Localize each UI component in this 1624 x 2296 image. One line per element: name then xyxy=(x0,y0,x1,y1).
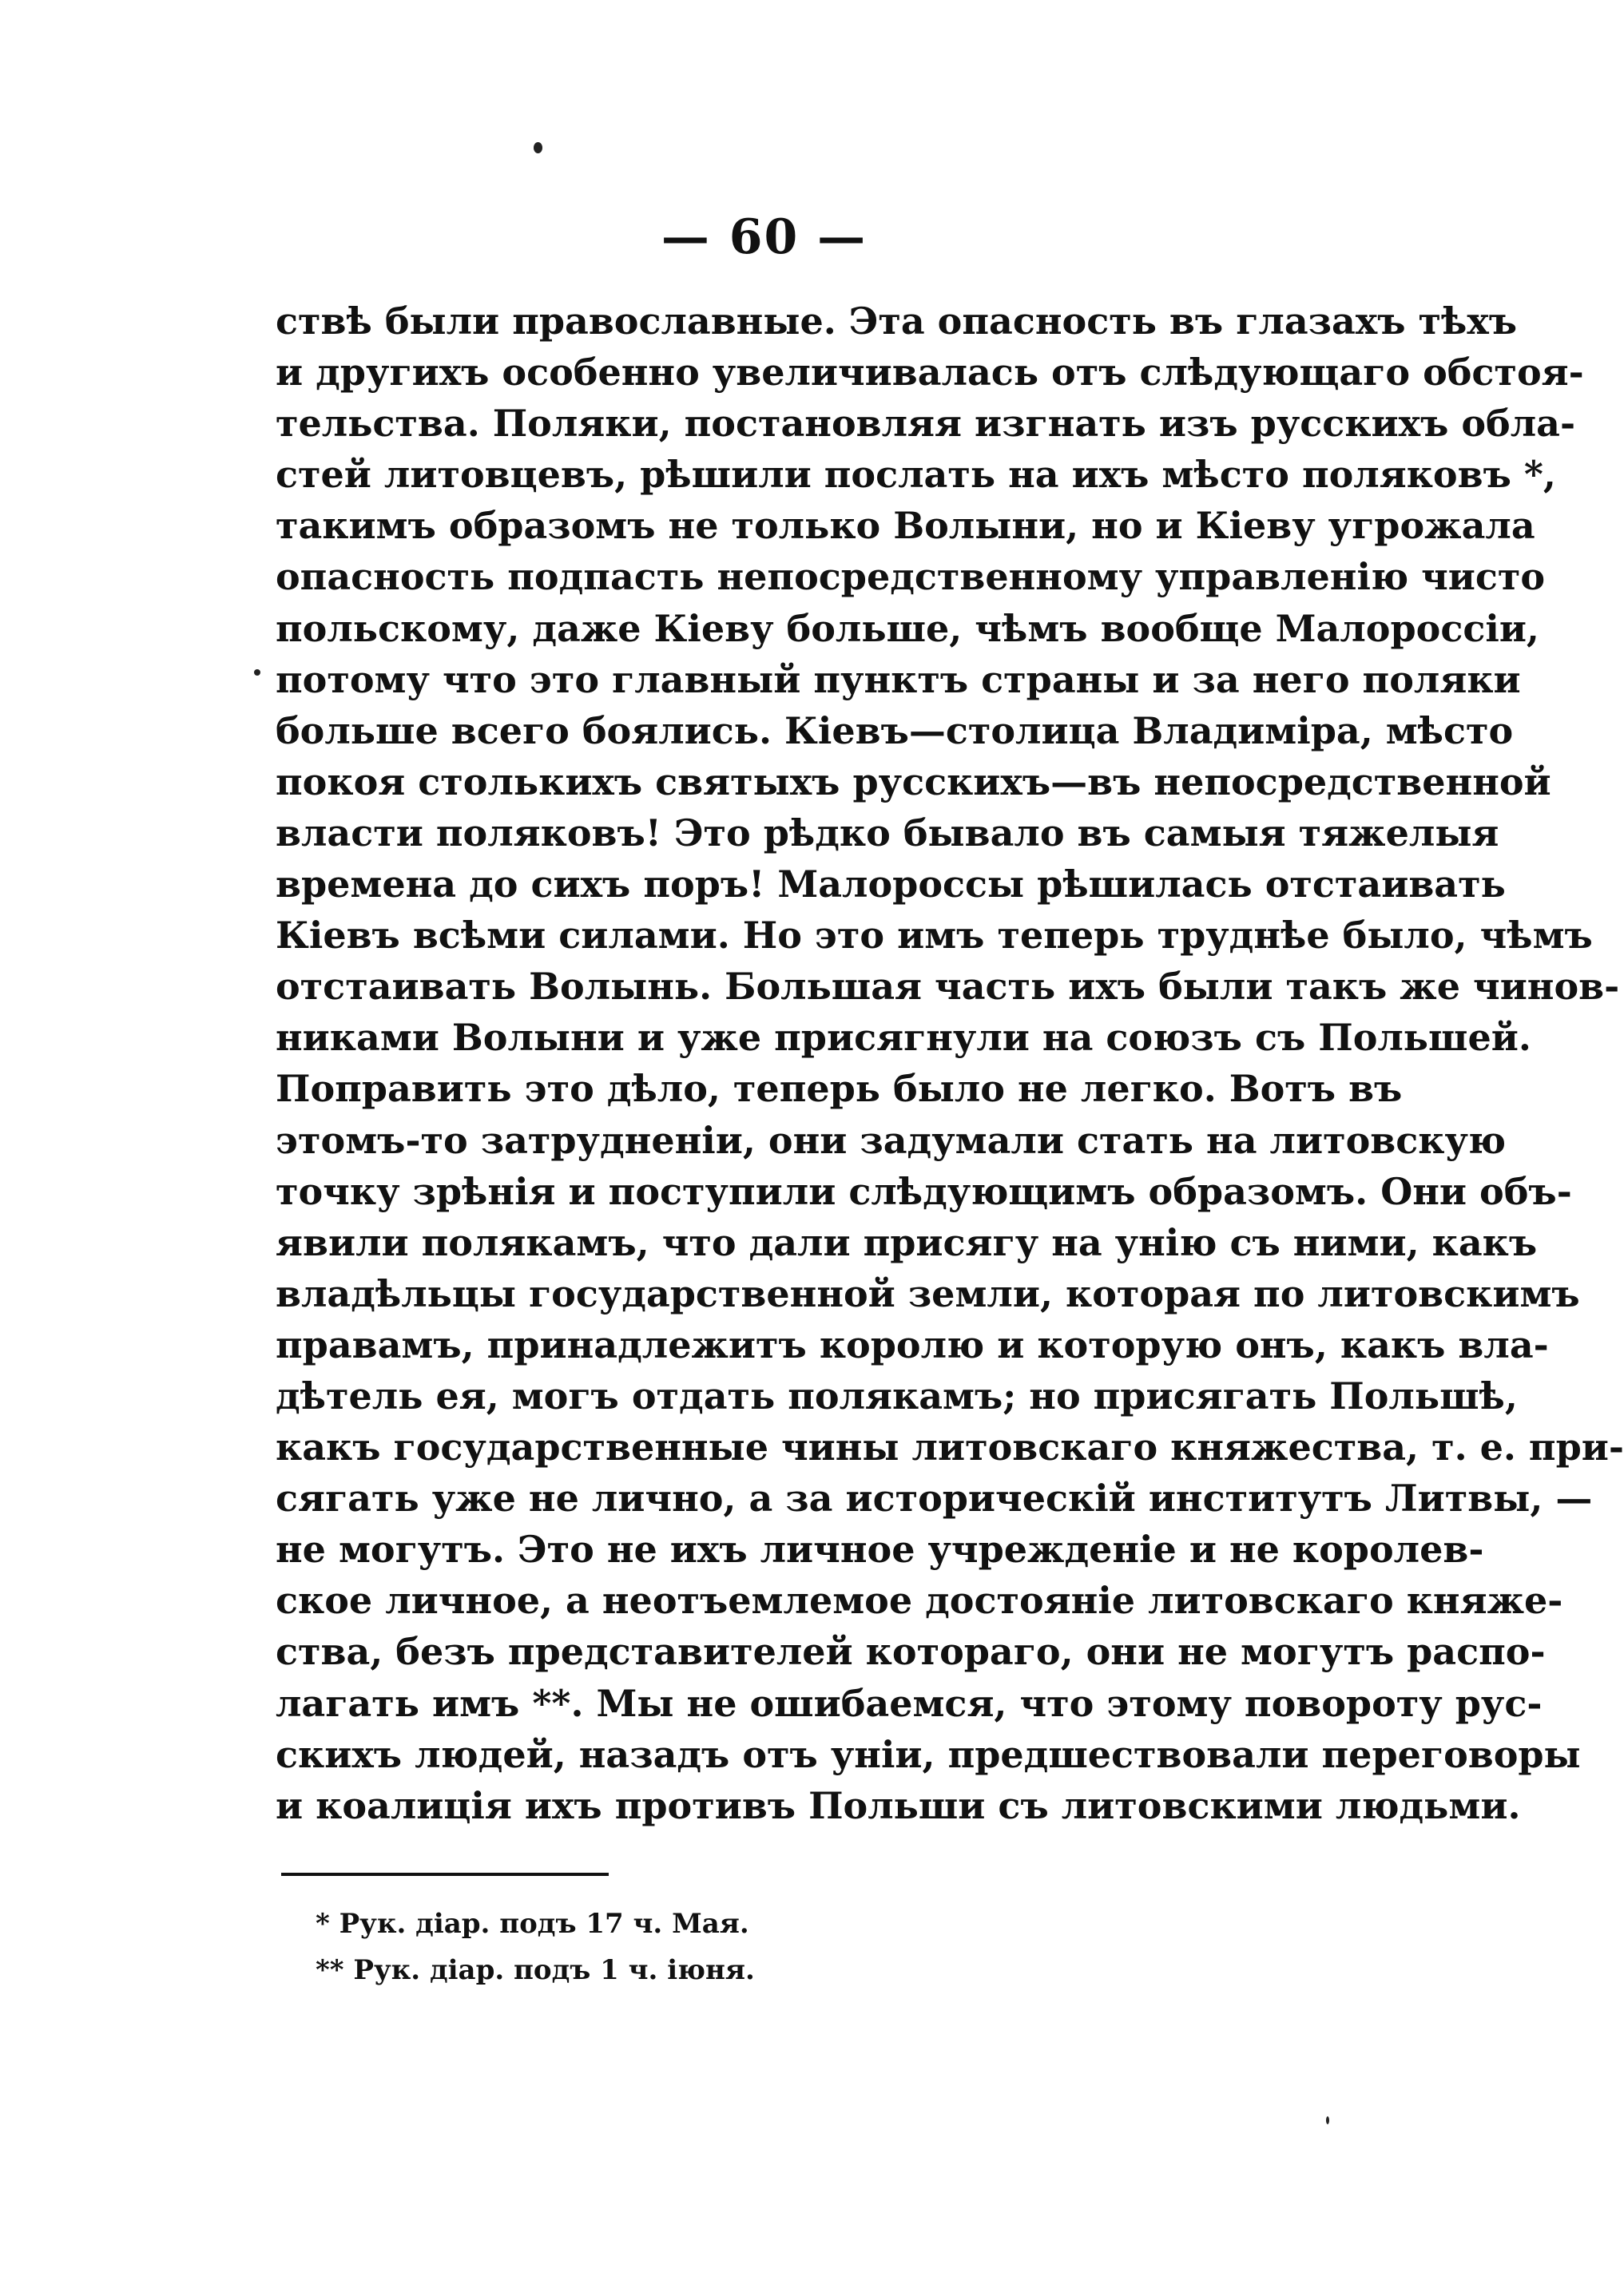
text-line: Поправить это дѣло, теперь было не легко. Вотъ въ xyxy=(276,1067,1403,1111)
text-line: тельства. Поляки, постановляя изгнать изъ русскихъ обла- xyxy=(276,402,1576,446)
text-line: никами Волыни и уже присягнули на союзъ съ Польшей. xyxy=(276,1016,1531,1060)
text-line: стей литовцевъ, рѣшили послать на ихъ мѣсто поляковъ *, xyxy=(276,453,1556,497)
text-line: власти поляковъ! Это рѣдко бывало въ самыя тяжелыя xyxy=(276,811,1499,855)
text-line: польскому, даже Кіеву больше, чѣмъ вообще Малороссіи, xyxy=(276,606,1539,650)
scan-speck xyxy=(1326,2116,1329,2124)
text-line: не могутъ. Это не ихъ личное учрежденіе и не королев- xyxy=(276,1528,1484,1572)
footnote: ** Рук. діар. подъ 1 ч. іюня. xyxy=(316,1954,755,1986)
text-line: явили полякамъ, что дали присягу на унію съ ними, какъ xyxy=(276,1220,1538,1264)
text-line: дѣтель ея, могъ отдать полякамъ; но присягать Польшѣ, xyxy=(276,1374,1518,1418)
text-line: потому что это главный пунктъ страны и за него поляки xyxy=(276,657,1521,701)
text-line: правамъ, принадлежитъ королю и которую онъ, какъ вла- xyxy=(276,1322,1549,1366)
page-number: — 60 — xyxy=(661,209,868,265)
footnote: * Рук. діар. подъ 17 ч. Мая. xyxy=(316,1908,749,1940)
scan-speck xyxy=(534,142,542,153)
footnotes-block xyxy=(316,1901,755,1993)
text-line: времена до сихъ поръ! Малороссы рѣшилась отстаивать xyxy=(276,862,1506,906)
footnote-divider xyxy=(281,1873,609,1876)
text-line: этомъ-то затрудненіи, они задумали стать на литовскую xyxy=(276,1118,1507,1162)
text-line: ства, безъ представителей котораго, они не могутъ распо- xyxy=(276,1630,1546,1674)
text-line: и коалиція ихъ противъ Польши съ литовскими людьми. xyxy=(276,1783,1521,1827)
text-line: такимъ образомъ не только Волыни, но и Кіеву угрожала xyxy=(276,504,1535,548)
text-line: Кіевъ всѣми силами. Но это имъ теперь труднѣе было, чѣмъ xyxy=(276,914,1593,958)
text-line: ское личное, а неотъемлемое достояніе литовскаго княже- xyxy=(276,1579,1563,1623)
text-line: больше всего боялись. Кіевъ—столица Владиміра, мѣсто xyxy=(276,708,1514,752)
text-line: покоя столькихъ святыхъ русскихъ—въ непосредственной xyxy=(276,759,1551,803)
text-line: и другихъ особенно увеличивалась отъ слѣдующаго обстоя- xyxy=(276,351,1584,395)
text-line: владѣльцы государственной земли, которая по литовскимъ xyxy=(276,1271,1580,1315)
text-line: какъ государственные чины литовскаго княжества, т. е. при- xyxy=(276,1426,1624,1469)
text-line: скихъ людей, назадъ отъ уніи, предшествовали переговоры xyxy=(276,1732,1581,1776)
main-text-block xyxy=(276,295,1624,1831)
scan-speck xyxy=(254,669,260,676)
text-line: лагать имъ **. Мы не ошибаемся, что этому повороту рус- xyxy=(276,1681,1543,1725)
text-line: сягать уже не лично, а за историческій институтъ Литвы, — xyxy=(276,1477,1593,1521)
text-line: опасность подпасть непосредственному управленію чисто xyxy=(276,555,1546,599)
text-line: отстаивать Волынь. Большая часть ихъ были такъ же чинов- xyxy=(276,965,1620,1009)
text-line: точку зрѣнія и поступили слѣдующимъ образомъ. Они объ- xyxy=(276,1169,1572,1213)
text-line: ствѣ были православные. Эта опасность въ глазахъ тѣхъ xyxy=(276,299,1518,343)
